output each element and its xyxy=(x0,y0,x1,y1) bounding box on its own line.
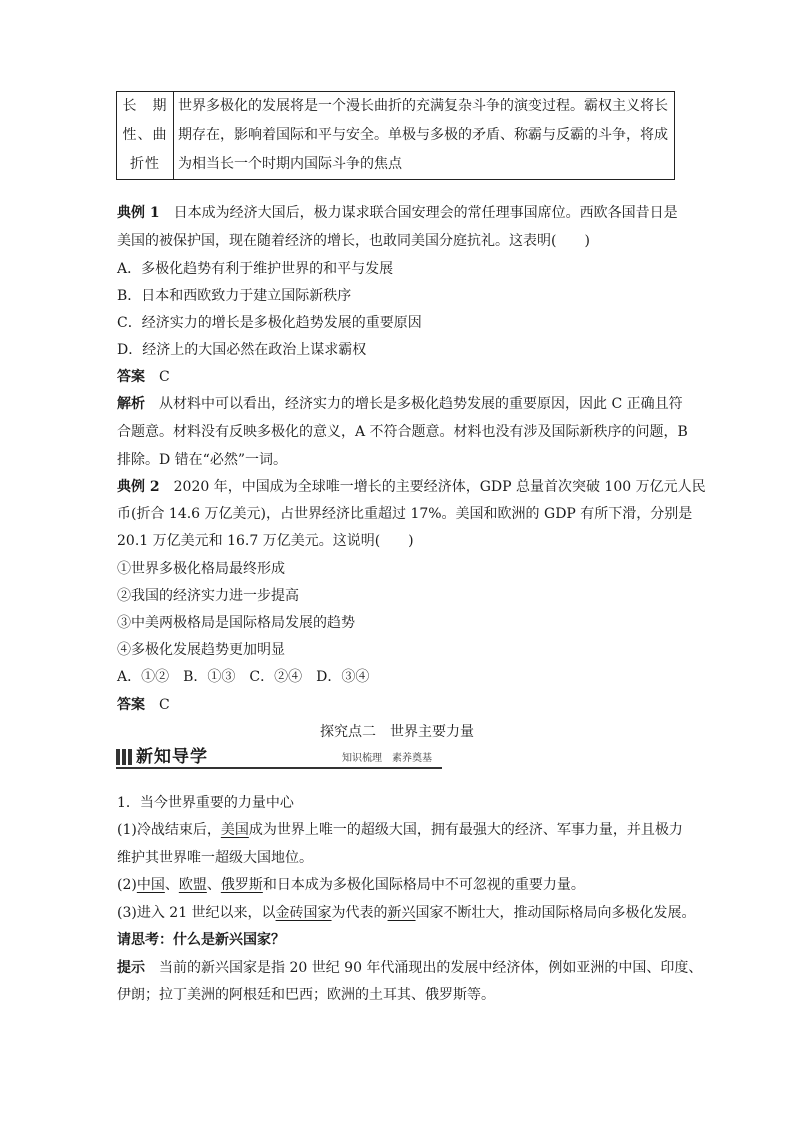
knowledge-heading: 1．当今世界重要的力量中心 xyxy=(117,795,294,811)
example2-item1: ①世界多极化格局最终形成 xyxy=(117,561,285,577)
table-header-line: 折性 xyxy=(130,156,160,172)
text-segment: 和日本成为多极化国际格局中不可忽视的重要力量。 xyxy=(262,877,585,893)
answer-label: 答案 xyxy=(117,697,145,713)
table-body-line: 期存在，影响着国际和平与安全。单极与多极的矛盾、称霸与反霸的斗争，将成 xyxy=(178,127,668,143)
example2-item2: ②我国的经济实力进一步提高 xyxy=(117,588,299,604)
example2-answer xyxy=(117,696,170,714)
underlined-term: 欧盟 xyxy=(178,877,207,893)
example2-item4: ④多极化发展趋势更加明显 xyxy=(117,642,285,658)
example2-stem-line1 xyxy=(117,478,706,496)
hint-line2: 伊朗；拉丁美洲的阿根廷和巴西；欧洲的土耳其、俄罗斯等。 xyxy=(117,987,495,1003)
example1-analysis-line2: 合题意。材料没有反映多极化的意义，A 不符合题意。材料也没有涉及国际新秩序的问题，B xyxy=(117,424,688,440)
table-body-line: 世界多极化的发展将是一个漫长曲折的充满复杂斗争的演变过程。霸权主义将长 xyxy=(178,98,668,114)
underlined-term: 中国 xyxy=(136,877,165,893)
example1-answer xyxy=(117,368,170,386)
answer-label: 答案 xyxy=(117,369,145,385)
table-body-line: 为相当长一个时期内国际斗争的焦点 xyxy=(178,156,402,172)
underlined-term: 俄罗斯 xyxy=(220,877,263,893)
example1-stem-line2: 美国的被保护国，现在随着经济的增长，也敢同美国分庭抗礼。这表明( ) xyxy=(117,233,590,249)
example2-stem: 2020 年，中国成为全球唯一增长的主要经济体，GDP 总量首次突破 100 万亿元人民 xyxy=(173,479,706,495)
table-header-cell xyxy=(117,92,174,180)
text-segment: 为代表的 xyxy=(331,905,388,921)
example1-option-a: A．多极化趋势有利于维护世界的和平与发展 xyxy=(117,261,394,277)
underlined-term: 金砖国家 xyxy=(275,905,332,921)
section-band xyxy=(116,746,442,769)
example1-label: 典例 1 xyxy=(117,205,160,221)
band-subtitle: 知识梳理 素养奠基 xyxy=(342,753,432,764)
example2-stem-line2: 币(折合 14.6 万亿美元)，占世界经济比重超过 17%。美国和欧洲的 GDP 有所下滑，分别是 xyxy=(117,506,693,522)
text-segment: (1)冷战结束后， xyxy=(117,822,221,838)
example1-stem-line1 xyxy=(117,204,678,222)
text-segment: 成为世界上唯一的超级大国，拥有最强大的经济、军事力量，并且极力 xyxy=(248,822,683,838)
example2-label: 典例 2 xyxy=(117,479,160,495)
hint-label: 提示 xyxy=(117,960,145,976)
section-title: 探究点二 世界主要力量 xyxy=(320,724,474,740)
text-segment: (3)进入 21 世纪以来，以 xyxy=(117,905,276,921)
hint-line1 xyxy=(117,959,702,977)
underlined-term: 美国 xyxy=(220,822,249,838)
example1-option-b: B．日本和西欧致力于建立国际新秩序 xyxy=(117,288,352,304)
band-title: 新知导学 xyxy=(136,747,208,767)
example2-options: A．①② B．①③ C．②④ D．③④ xyxy=(117,669,370,685)
analysis-label: 解析 xyxy=(117,396,145,412)
example1-analysis-line3: 排除。D 错在“必然”一词。 xyxy=(117,452,287,468)
analysis-text: 从材料中可以看出，经济实力的增长是多极化趋势发展的重要原因，因此 C 正确且符 xyxy=(159,396,683,412)
underlined-term: 新兴 xyxy=(387,905,416,921)
table-body-cell xyxy=(174,92,675,180)
knowledge-point1-line1 xyxy=(117,821,683,839)
table-header-line: 性、曲 xyxy=(122,127,168,143)
feature-table xyxy=(116,91,675,180)
text-segment: 国家不断壮大，推动国际格局向多极化发展。 xyxy=(415,905,696,921)
text-segment: (2) xyxy=(117,877,137,893)
knowledge-point3 xyxy=(117,904,696,922)
band-divider xyxy=(116,767,442,769)
knowledge-point2 xyxy=(117,876,585,894)
answer-value: C xyxy=(159,697,170,713)
knowledge-point1-line2: 维护其世界唯一超级大国地位。 xyxy=(117,850,313,866)
example1-option-c: C．经济实力的增长是多极化趋势发展的重要原因 xyxy=(117,315,422,331)
table-header-line: 长 期 xyxy=(122,98,168,114)
example2-stem-line3: 20.1 万亿美元和 16.7 万亿美元。这说明( ) xyxy=(117,533,414,549)
bars-icon xyxy=(116,749,132,765)
example1-analysis-line1 xyxy=(117,395,683,413)
example1-option-d: D．经济上的大国必然在政治上谋求霸权 xyxy=(117,342,367,358)
text-segment: 、 xyxy=(206,877,221,893)
table-row xyxy=(117,92,675,180)
text-segment: 、 xyxy=(164,877,179,893)
think-question: 请思考：什么是新兴国家？ xyxy=(117,932,285,948)
answer-value: C xyxy=(159,369,170,385)
hint-text: 当前的新兴国家是指 20 世纪 90 年代涌现出的发展中经济体，例如亚洲的中国、印度、 xyxy=(159,960,703,976)
example2-item3: ③中美两极格局是国际格局发展的趋势 xyxy=(117,615,355,631)
example1-stem: 日本成为经济大国后，极力谋求联合国安理会的常任理事国席位。西欧各国昔日是 xyxy=(173,205,678,221)
